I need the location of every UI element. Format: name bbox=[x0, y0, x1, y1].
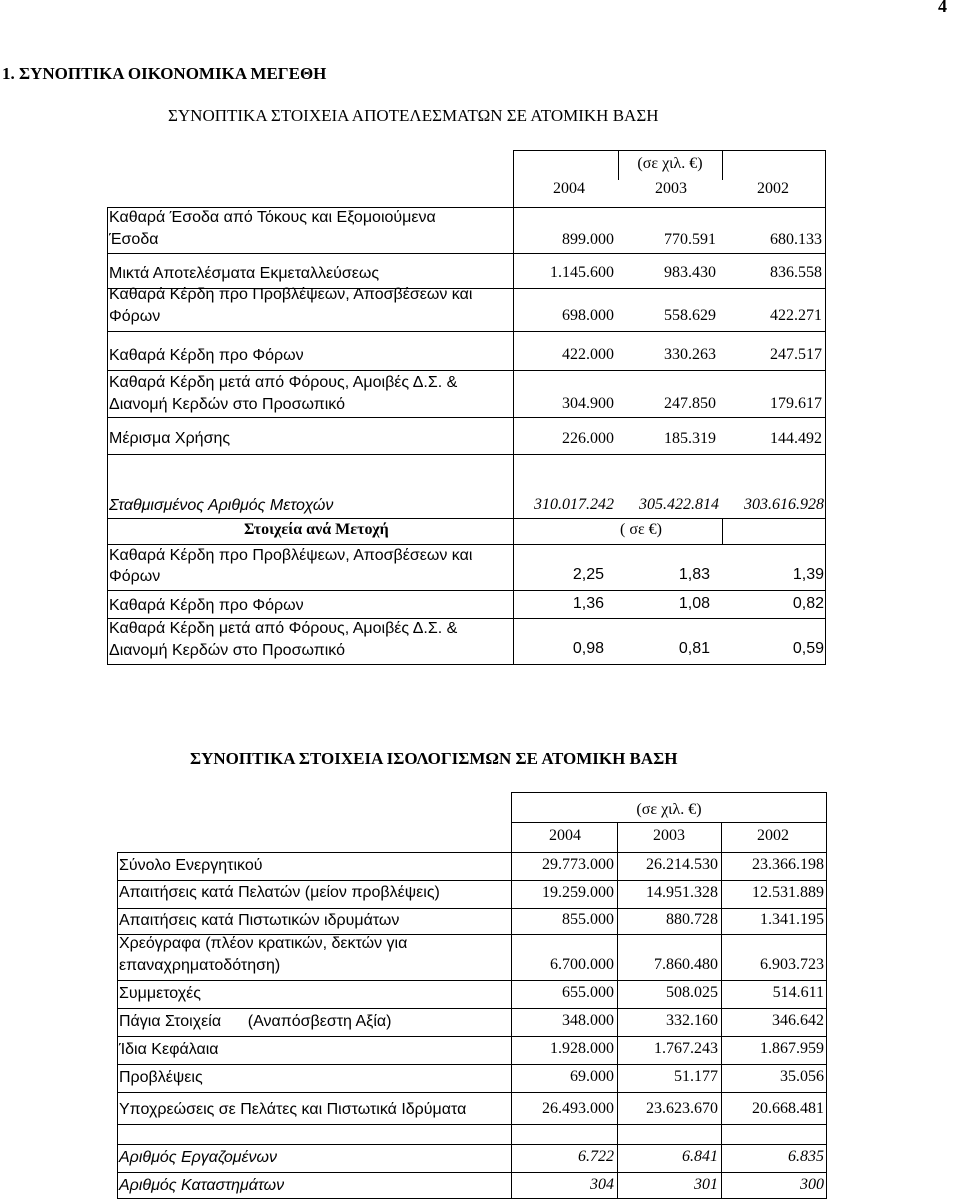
row-label: Καθαρά Κέρδη μετά από Φόρους, Αμοιβές Δ.Σ. & bbox=[109, 620, 458, 637]
cell-value: 0,81 bbox=[678, 640, 710, 657]
row-label: Υποχρεώσεις σε Πελάτες και Πιστωτικά Ιδρύματα bbox=[119, 1101, 467, 1118]
cell-value: 29.773.000 bbox=[542, 856, 614, 873]
cell-value: 1,39 bbox=[792, 566, 824, 583]
cell-value: 0,59 bbox=[792, 640, 824, 657]
cell-value: 1,08 bbox=[678, 595, 710, 612]
cell-value: 301 bbox=[694, 1176, 718, 1193]
results-unit: (σε χιλ. €) bbox=[637, 155, 703, 172]
row-label: Χρεόγραφα (πλέον κρατικών, δεκτών για bbox=[119, 935, 408, 952]
cell-value: 899.000 bbox=[562, 231, 614, 248]
cell-value: 1.145.600 bbox=[550, 264, 614, 281]
cell-value: 144.492 bbox=[770, 430, 822, 447]
row-label: Πάγια Στοιχεία (Αναπόσβεστη Αξία) bbox=[119, 1013, 392, 1030]
row-label: Μέρισμα Χρήσης bbox=[109, 430, 231, 447]
year-2002: 2002 bbox=[757, 827, 789, 844]
cell-value: 247.517 bbox=[770, 346, 822, 363]
row-label: Απαιτήσεις κατά Πιστωτικών ιδρυμάτων bbox=[119, 912, 400, 929]
row-label: Αριθμός Εργαζομένων bbox=[119, 1149, 277, 1166]
row-label: Μικτά Αποτελέσματα Εκμεταλλεύσεως bbox=[109, 265, 380, 282]
row-label: Καθαρά Έσοδα από Τόκους και Εξομοιούμενα bbox=[109, 209, 436, 226]
row-label: Συμμετοχές bbox=[119, 985, 202, 1002]
cell-value: 1.341.195 bbox=[760, 911, 824, 928]
cell-value: 300 bbox=[800, 1176, 824, 1193]
cell-value: 26.493.000 bbox=[542, 1100, 614, 1117]
cell-value: 332.160 bbox=[666, 1012, 718, 1029]
cell-value: 558.629 bbox=[664, 307, 716, 324]
balance-table-title: ΣΥΝΟΠΤΙΚΑ ΣΤΟΙΧΕΙΑ ΙΣΟΛΟΓΙΣΜΩΝ ΣΕ ΑΤΟΜΙΚΗ ΒΑΣΗ bbox=[190, 749, 678, 768]
row-label: Καθαρά Κέρδη προ Προβλέψεων, Αποσβέσεων και bbox=[109, 286, 473, 303]
cell-value: 514.611 bbox=[772, 984, 824, 1001]
row-label: Καθαρά Κέρδη προ Προβλέψεων, Αποσβέσεων και bbox=[109, 547, 473, 564]
row-label: Καθαρά Κέρδη μετά από Φόρους, Αμοιβές Δ.Σ. & bbox=[109, 374, 458, 391]
row-label: Διανομή Κερδών στο Προσωπικό bbox=[109, 642, 346, 659]
cell-value: 655.000 bbox=[562, 984, 614, 1001]
year-2003: 2003 bbox=[655, 180, 687, 197]
cell-value: 1,83 bbox=[678, 566, 710, 583]
cell-value: 1,36 bbox=[572, 595, 604, 612]
cell-value: 179.617 bbox=[770, 395, 822, 412]
row-label: Σταθμισμένος Αριθμός Μετοχών bbox=[109, 497, 334, 514]
cell-value: 698.000 bbox=[562, 307, 614, 324]
row-label: Προβλέψεις bbox=[119, 1069, 203, 1086]
cell-value: 836.558 bbox=[770, 264, 822, 281]
row-label: επαναχρηματοδότηση) bbox=[119, 957, 281, 974]
cell-value: 6.841 bbox=[682, 1148, 718, 1165]
per-share-unit: ( σε €) bbox=[620, 521, 662, 538]
cell-value: 303.616.928 bbox=[744, 496, 824, 513]
cell-value: 1.767.243 bbox=[654, 1040, 718, 1057]
cell-value: 6.700.000 bbox=[550, 956, 614, 973]
row-label: Έσοδα bbox=[109, 231, 159, 248]
cell-value: 0,98 bbox=[572, 640, 604, 657]
cell-value: 680.133 bbox=[770, 231, 822, 248]
year-2003: 2003 bbox=[653, 827, 685, 844]
cell-value: 1.867.959 bbox=[760, 1040, 824, 1057]
year-2004: 2004 bbox=[549, 827, 581, 844]
row-label: Φόρων bbox=[109, 308, 161, 325]
row-label: Σύνολο Ενεργητικού bbox=[119, 857, 263, 874]
cell-value: 247.850 bbox=[664, 395, 716, 412]
cell-value: 23.623.670 bbox=[646, 1100, 718, 1117]
row-label: Απαιτήσεις κατά Πελατών (μείον προβλέψεις) bbox=[119, 884, 440, 901]
year-2002: 2002 bbox=[757, 180, 789, 197]
cell-value: 23.366.198 bbox=[752, 856, 824, 873]
section-title: 1. ΣΥΝΟΠΤΙΚΑ ΟΙΚΟΝΟΜΙΚΑ ΜΕΓΕΘΗ bbox=[2, 64, 327, 83]
cell-value: 305.422.814 bbox=[639, 496, 719, 513]
cell-value: 983.430 bbox=[664, 264, 716, 281]
cell-value: 185.319 bbox=[664, 430, 716, 447]
cell-value: 26.214.530 bbox=[646, 856, 718, 873]
cell-value: 880.728 bbox=[666, 911, 718, 928]
cell-value: 310.017.242 bbox=[534, 496, 614, 513]
cell-value: 51.177 bbox=[674, 1068, 718, 1085]
per-share-heading: Στοιχεία ανά Μετοχή bbox=[244, 521, 389, 538]
cell-value: 20.668.481 bbox=[752, 1100, 824, 1117]
cell-value: 14.951.328 bbox=[646, 884, 718, 901]
cell-value: 304 bbox=[590, 1176, 614, 1193]
cell-value: 508.025 bbox=[666, 984, 718, 1001]
cell-value: 330.263 bbox=[664, 346, 716, 363]
cell-value: 0,82 bbox=[792, 595, 824, 612]
cell-value: 1.928.000 bbox=[550, 1040, 614, 1057]
cell-value: 19.259.000 bbox=[542, 884, 614, 901]
cell-value: 35.056 bbox=[780, 1068, 824, 1085]
cell-value: 304.900 bbox=[562, 395, 614, 412]
cell-value: 770.591 bbox=[664, 231, 716, 248]
row-label: Διανομή Κερδών στο Προσωπικό bbox=[109, 396, 346, 413]
cell-value: 855.000 bbox=[562, 911, 614, 928]
row-label: Καθαρά Κέρδη προ Φόρων bbox=[109, 597, 304, 614]
cell-value: 12.531.889 bbox=[752, 884, 824, 901]
page-number: 4 bbox=[938, 0, 947, 16]
cell-value: 422.000 bbox=[562, 346, 614, 363]
cell-value: 69.000 bbox=[570, 1068, 614, 1085]
cell-value: 422.271 bbox=[770, 307, 822, 324]
cell-value: 6.903.723 bbox=[760, 956, 824, 973]
cell-value: 2,25 bbox=[572, 566, 604, 583]
balance-unit: (σε χιλ. €) bbox=[636, 801, 702, 818]
cell-value: 226.000 bbox=[562, 430, 614, 447]
results-table-title: ΣΥΝΟΠΤΙΚΑ ΣΤΟΙΧΕΙΑ ΑΠΟΤΕΛΕΣΜΑΤΩΝ ΣΕ ΑΤΟΜΙΚΗ ΒΑΣΗ bbox=[168, 106, 659, 125]
row-label: Καθαρά Κέρδη προ Φόρων bbox=[109, 347, 304, 364]
row-label: Φόρων bbox=[109, 568, 161, 585]
cell-value: 6.722 bbox=[578, 1148, 614, 1165]
cell-value: 7.860.480 bbox=[654, 956, 718, 973]
cell-value: 346.642 bbox=[772, 1012, 824, 1029]
year-2004: 2004 bbox=[553, 180, 585, 197]
cell-value: 6.835 bbox=[788, 1148, 824, 1165]
cell-value: 348.000 bbox=[562, 1012, 614, 1029]
row-label: Ίδια Κεφάλαια bbox=[119, 1041, 219, 1058]
row-label: Αριθμός Καταστημάτων bbox=[119, 1177, 285, 1194]
